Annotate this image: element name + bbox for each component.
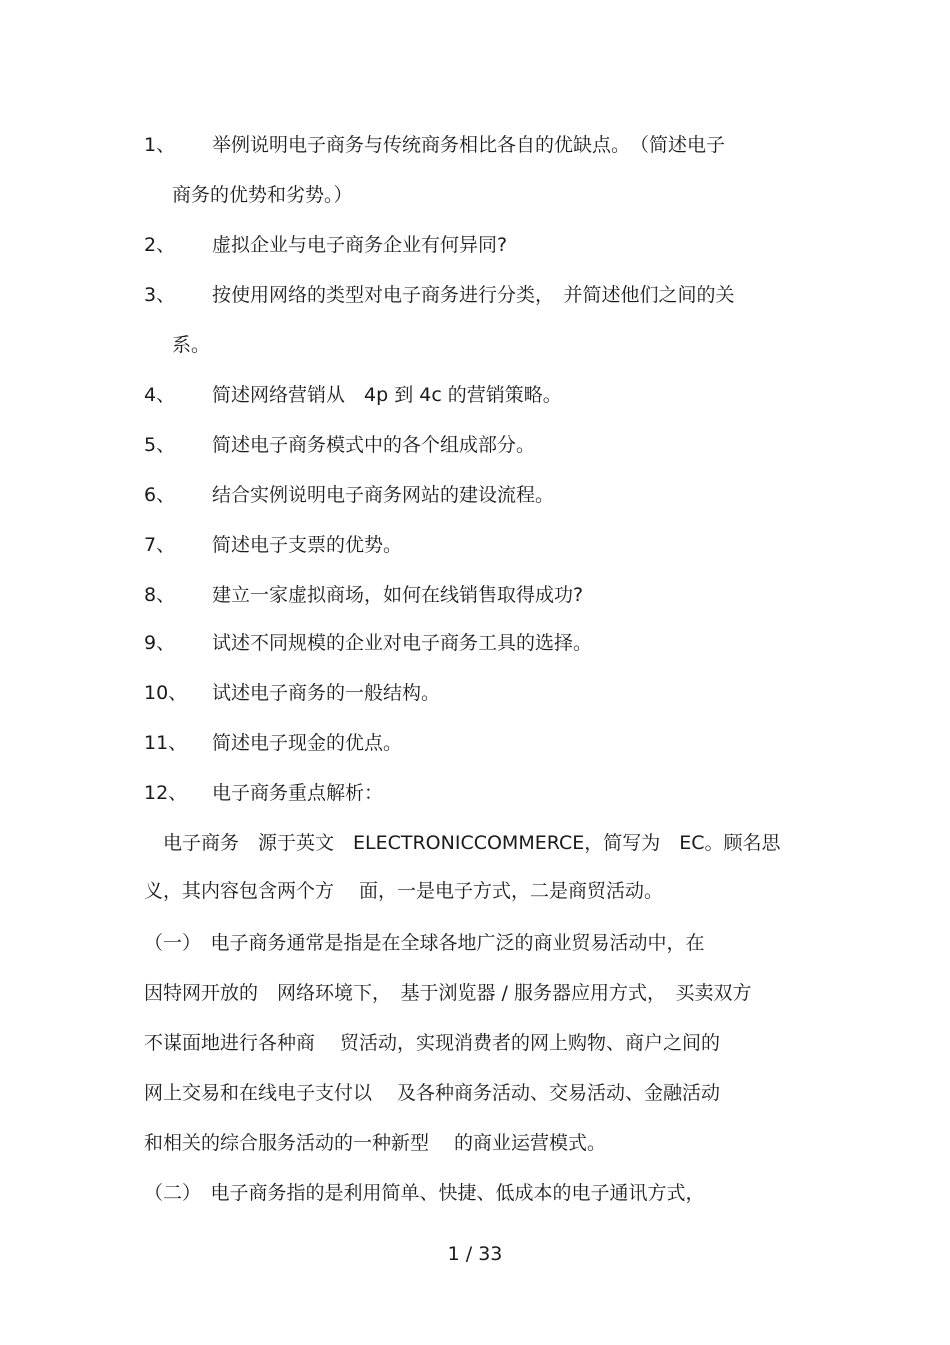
question-number: 10、 — [144, 682, 188, 704]
question-number: 11、 — [144, 732, 188, 754]
question-text: 简述电子商务模式中的各个组成部分。 — [212, 434, 536, 456]
question-number: 12、 — [144, 782, 188, 804]
body-text-line: （二） 电子商务指的是利用简单、快捷、低成本的电子通讯方式， — [144, 1182, 705, 1204]
body-text-line: 不谋面地进行各种商 贸活动，实现消费者的网上购物、商户之间的 — [144, 1032, 721, 1054]
question-text: 虚拟企业与电子商务企业有何异同? — [212, 234, 508, 256]
question-number: 5、 — [144, 434, 176, 456]
body-text-line: （一） 电子商务通常是指是在全球各地广泛的商业贸易活动中，在 — [144, 932, 705, 954]
question-text: 结合实例说明电子商务网站的建设流程。 — [212, 484, 555, 506]
question-text: 简述电子支票的优势。 — [212, 534, 403, 556]
question-text: 电子商务重点解析： — [212, 782, 384, 804]
question-text-continued: 商务的优势和劣势。） — [172, 184, 353, 206]
question-number: 1、 — [144, 134, 176, 156]
question-text: 试述不同规模的企业对电子商务工具的选择。 — [212, 632, 593, 654]
question-text: 建立一家虚拟商场，如何在线销售取得成功? — [212, 584, 584, 606]
question-number: 4、 — [144, 384, 176, 406]
body-text-line: 义，其内容包含两个方 面，一是电子方式，二是商贸活动。 — [144, 880, 664, 902]
question-number: 2、 — [144, 234, 176, 256]
page-number: 1 / 33 — [447, 1243, 503, 1265]
question-number: 3、 — [144, 284, 176, 306]
question-number: 7、 — [144, 534, 176, 556]
question-text-continued: 系。 — [172, 334, 211, 356]
question-number: 9、 — [144, 632, 176, 654]
question-number: 6、 — [144, 484, 176, 506]
question-text: 按使用网络的类型对电子商务进行分类， 并简述他们之间的关 — [212, 284, 735, 306]
question-text: 举例说明电子商务与传统商务相比各自的优缺点。 （简述电子 — [212, 134, 726, 156]
question-text: 简述电子现金的优点。 — [212, 732, 403, 754]
question-text: 试述电子商务的一般结构。 — [212, 682, 441, 704]
body-text-line: 网上交易和在线电子支付以 及各种商务活动、交易活动、金融活动 — [144, 1082, 721, 1104]
body-text-line: 因特网开放的 网络环境下， 基于浏览器 / 服务器应用方式， 买卖双方 — [144, 982, 752, 1004]
question-number: 8、 — [144, 584, 176, 606]
question-text: 简述网络营销从 4p 到 4c 的营销策略。 — [212, 384, 562, 406]
body-text-line: 电子商务 源于英文 ELECTRONICCOMMERCE，简写为 EC。顾名思 — [144, 832, 781, 854]
body-text-line: 和相关的综合服务活动的一种新型 的商业运营模式。 — [144, 1132, 607, 1154]
